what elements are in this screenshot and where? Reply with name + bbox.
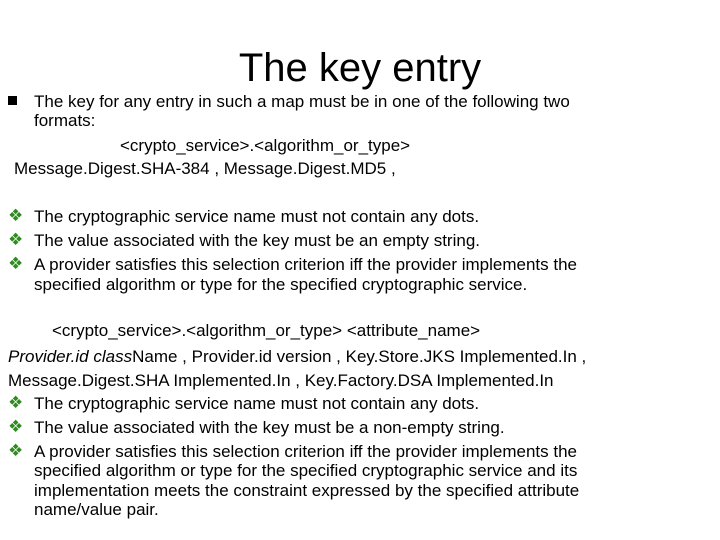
rule6-line-4: name/value pair. [34,500,159,519]
rule6-continuation-2 [0,480,720,501]
v-bullet-icon: ❖ [8,441,24,461]
format2-pattern-row [0,320,720,341]
rule5-line: The value associated with the key must be a non-empty string. [34,418,505,437]
square-bullet-icon [8,96,17,105]
format2-example-row-2 [0,370,720,391]
rule4-line: The cryptographic service name must not contain any dots. [34,394,480,413]
v-bullet-icon: ❖ [8,230,24,250]
format1-pattern: <crypto_service>.<algorithm_or_type> [120,136,411,155]
format2-example-2: Message.Digest.SHA Implemented.In , Key.Factory.DSA Implemented.In [8,371,554,390]
rule2-line: The value associated with the key must be an empty string. [34,231,481,250]
format2-example-row-1 [0,346,720,367]
slide-title: The key entry [238,46,482,90]
format1-pattern-row [0,135,720,156]
format1-example-row [0,158,720,179]
intro-line-2: formats: [34,111,96,130]
rule6-item [0,441,720,462]
v-bullet-icon: ❖ [8,393,24,413]
format1-example: Message.Digest.SHA-384 , Message.Digest.MD5 , [14,159,396,178]
rule3-line-2: specified algorithm or type for the specified cryptographic service. [34,275,528,294]
format2-example-1-rest: Name , Provider.id version , Key.Store.JKS Implemented.In , [132,347,587,366]
rule4-item [0,393,720,414]
rule3-line-1: A provider satisfies this selection criterion iff the provider implements the [34,255,577,274]
rule2-item [0,230,720,251]
rule6-line-1: A provider satisfies this selection criterion iff the provider implements the [34,442,577,461]
v-bullet-icon: ❖ [8,417,24,437]
format2-example-1-italic: Provider.id class [8,347,133,366]
v-bullet-icon: ❖ [8,254,24,274]
rule1-line: The cryptographic service name must not contain any dots. [34,207,480,226]
rule3-item [0,254,720,275]
format2-pattern: <crypto_service>.<algorithm_or_type> <attribute_name> [52,321,481,340]
rule6-line-3: implementation meets the constraint expressed by the specified attribute [34,481,580,500]
rule6-continuation-1 [0,460,720,481]
format2-example-1 [8,346,586,367]
intro-continuation [0,110,720,131]
rule1-item [0,206,720,227]
intro-bullet [0,91,720,112]
rule3-continuation [0,274,720,295]
intro-line-1: The key for any entry in such a map must be in one of the following two [34,92,570,111]
rule6-line-2: specified algorithm or type for the specified cryptographic service and its [34,461,578,480]
rule6-continuation-3 [0,499,720,520]
v-bullet-icon: ❖ [8,206,24,226]
rule5-item [0,417,720,438]
